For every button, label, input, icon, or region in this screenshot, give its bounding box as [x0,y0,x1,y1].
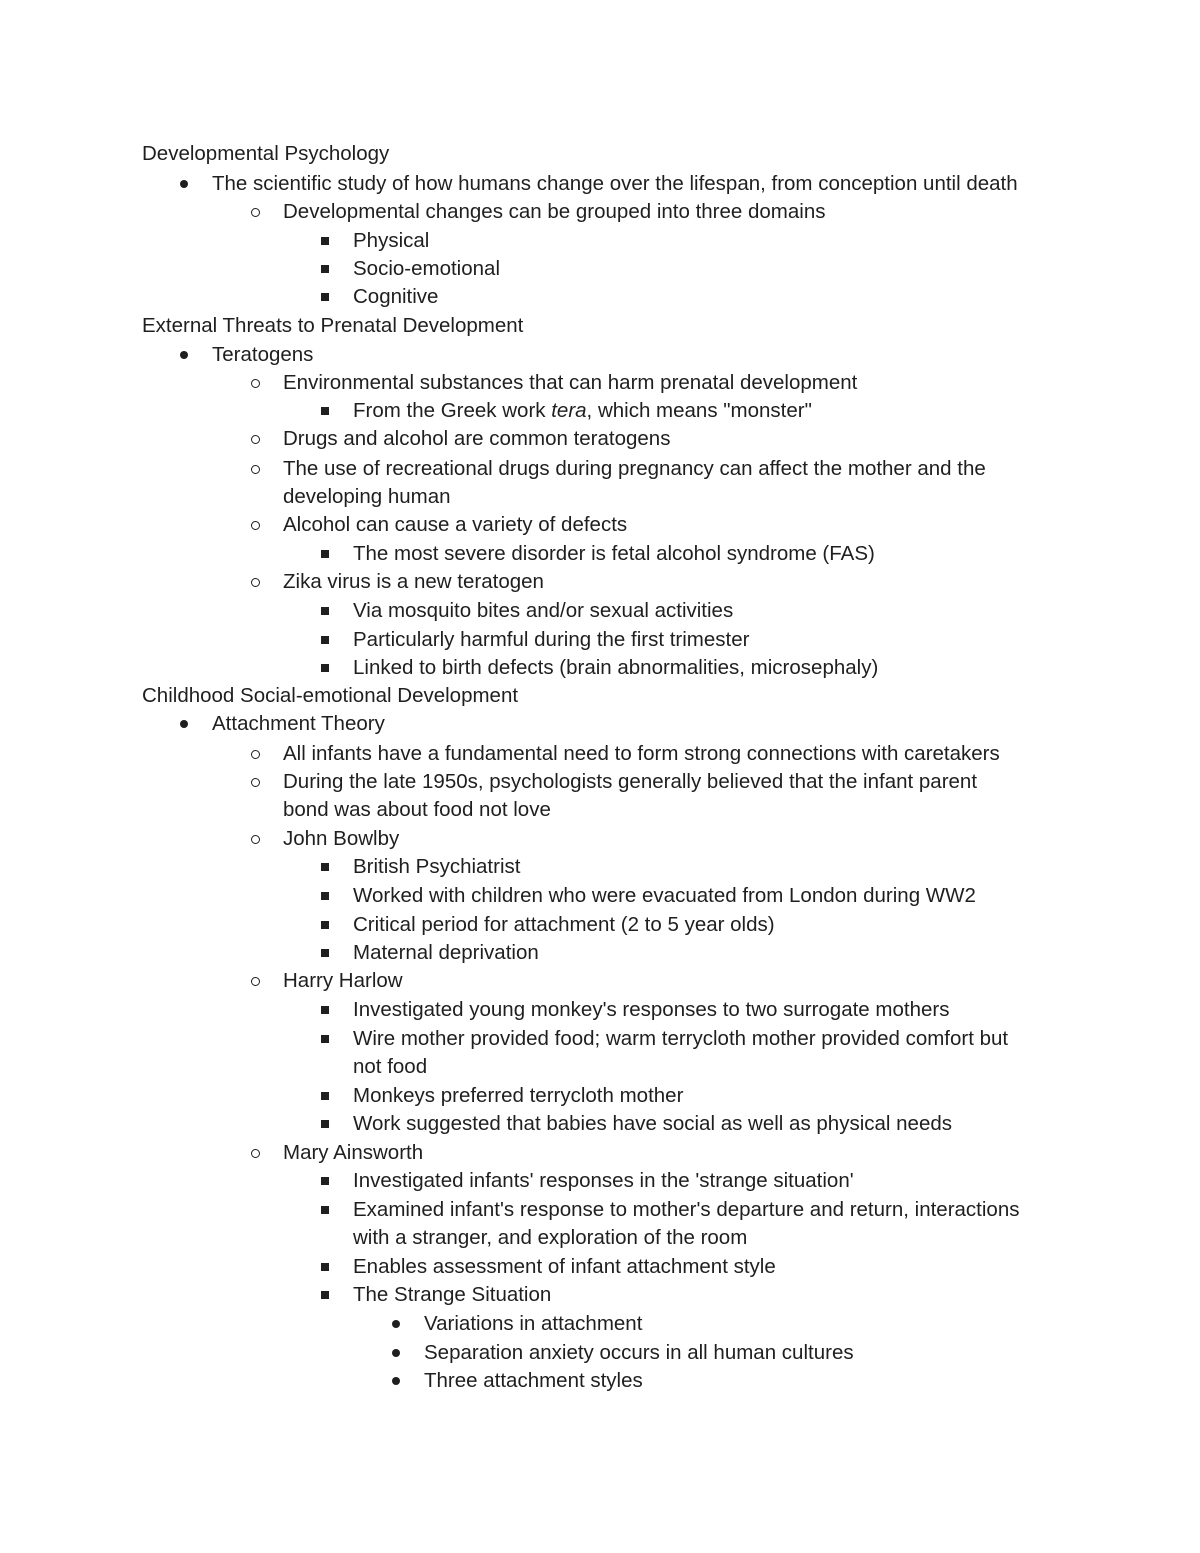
list-item: Harry Harlow [283,969,403,992]
bullet-square-icon [316,911,334,939]
bullet-square-icon [316,283,334,311]
list-item: Work suggested that babies have social as well as physical needs [353,1112,953,1135]
bullet-circle-icon [246,825,264,853]
bullet-square-icon [316,597,334,625]
text-run: , which means "monster" [586,399,812,422]
bullet-circle-icon [246,1139,264,1167]
list-item: British Psychiatrist [353,855,521,878]
bullet-square-icon [316,626,334,654]
section-heading: Developmental Psychology [142,142,390,165]
bullet-square-icon [316,996,334,1024]
bullet-square-icon [316,939,334,967]
bullet-square-icon [316,1281,334,1309]
list-item: Via mosquito bites and/or sexual activities [353,599,734,622]
list-item: Alcohol can cause a variety of defects [283,513,628,536]
list-item [353,397,812,425]
bullet-square-icon [316,882,334,910]
bullet-circle-icon [246,568,264,596]
list-item: Separation anxiety occurs in all human cultures [424,1341,854,1364]
bullet-square-icon [316,1110,334,1138]
list-item: Maternal deprivation [353,941,539,964]
list-item-continuation: with a stranger, and exploration of the room [353,1226,748,1249]
bullet-circle-icon [246,768,264,796]
bullet-square-icon [316,397,334,425]
bullet-square-icon [316,1025,334,1053]
list-item: Mary Ainsworth [283,1141,424,1164]
list-item: Worked with children who were evacuated from London during WW2 [353,884,976,907]
bullet-dot-icon [387,1310,405,1338]
bullet-circle-icon [246,511,264,539]
bullet-square-icon [316,1082,334,1110]
list-item-continuation: bond was about food not love [283,798,551,821]
list-item: The most severe disorder is fetal alcohol syndrome (FAS) [353,542,875,565]
list-item: Particularly harmful during the first trimester [353,628,750,651]
list-item: Monkeys preferred terrycloth mother [353,1084,684,1107]
bullet-circle-icon [246,425,264,453]
list-item-continuation: developing human [283,485,451,508]
list-item: Physical [353,229,430,252]
list-item: Examined infant's response to mother's departure and return, interactions [353,1198,1020,1221]
section-heading: External Threats to Prenatal Development [142,314,524,337]
list-item: Attachment Theory [212,712,385,735]
bullet-square-icon [316,255,334,283]
bullet-circle-icon [246,369,264,397]
bullet-circle-icon [246,198,264,226]
list-item-continuation: not food [353,1055,428,1078]
list-item: Linked to birth defects (brain abnormalities, microsephaly) [353,656,879,679]
list-item: Investigated infants' responses in the 'strange situation' [353,1169,854,1192]
list-item: The Strange Situation [353,1283,552,1306]
list-item: Wire mother provided food; warm terrycloth mother provided comfort but [353,1027,1009,1050]
list-item: Three attachment styles [424,1369,643,1392]
list-item: Investigated young monkey's responses to two surrogate mothers [353,998,950,1021]
bullet-dot-icon [387,1339,405,1367]
list-item: Cognitive [353,285,439,308]
bullet-circle-icon [246,967,264,995]
bullet-square-icon [316,1253,334,1281]
list-item: Enables assessment of infant attachment style [353,1255,776,1278]
bullet-circle-icon [246,740,264,768]
bullet-dot-icon [175,710,193,738]
list-item: Teratogens [212,343,314,366]
bullet-circle-icon [246,455,264,483]
bullet-square-icon [316,1167,334,1195]
bullet-square-icon [316,540,334,568]
bullet-square-icon [316,227,334,255]
bullet-square-icon [316,1196,334,1224]
list-item: Environmental substances that can harm prenatal development [283,371,858,394]
bullet-dot-icon [175,341,193,369]
list-item: Drugs and alcohol are common teratogens [283,427,671,450]
italic-word: tera [551,399,587,422]
list-item: John Bowlby [283,827,400,850]
list-item: Critical period for attachment (2 to 5 year olds) [353,913,775,936]
bullet-square-icon [316,654,334,682]
list-item: The scientific study of how humans change over the lifespan, from conception until death [212,172,1018,195]
list-item: During the late 1950s, psychologists generally believed that the infant parent [283,770,978,793]
bullet-square-icon [316,853,334,881]
bullet-dot-icon [387,1367,405,1395]
list-item: Developmental changes can be grouped into three domains [283,200,826,223]
section-heading: Childhood Social-emotional Development [142,684,519,707]
text-run: From the Greek work [353,399,552,422]
list-item: The use of recreational drugs during pregnancy can affect the mother and the [283,457,986,480]
list-item: Variations in attachment [424,1312,643,1335]
list-item: Zika virus is a new teratogen [283,570,544,593]
list-item: Socio-emotional [353,257,500,280]
list-item: All infants have a fundamental need to form strong connections with caretakers [283,742,1000,765]
bullet-dot-icon [175,170,193,198]
